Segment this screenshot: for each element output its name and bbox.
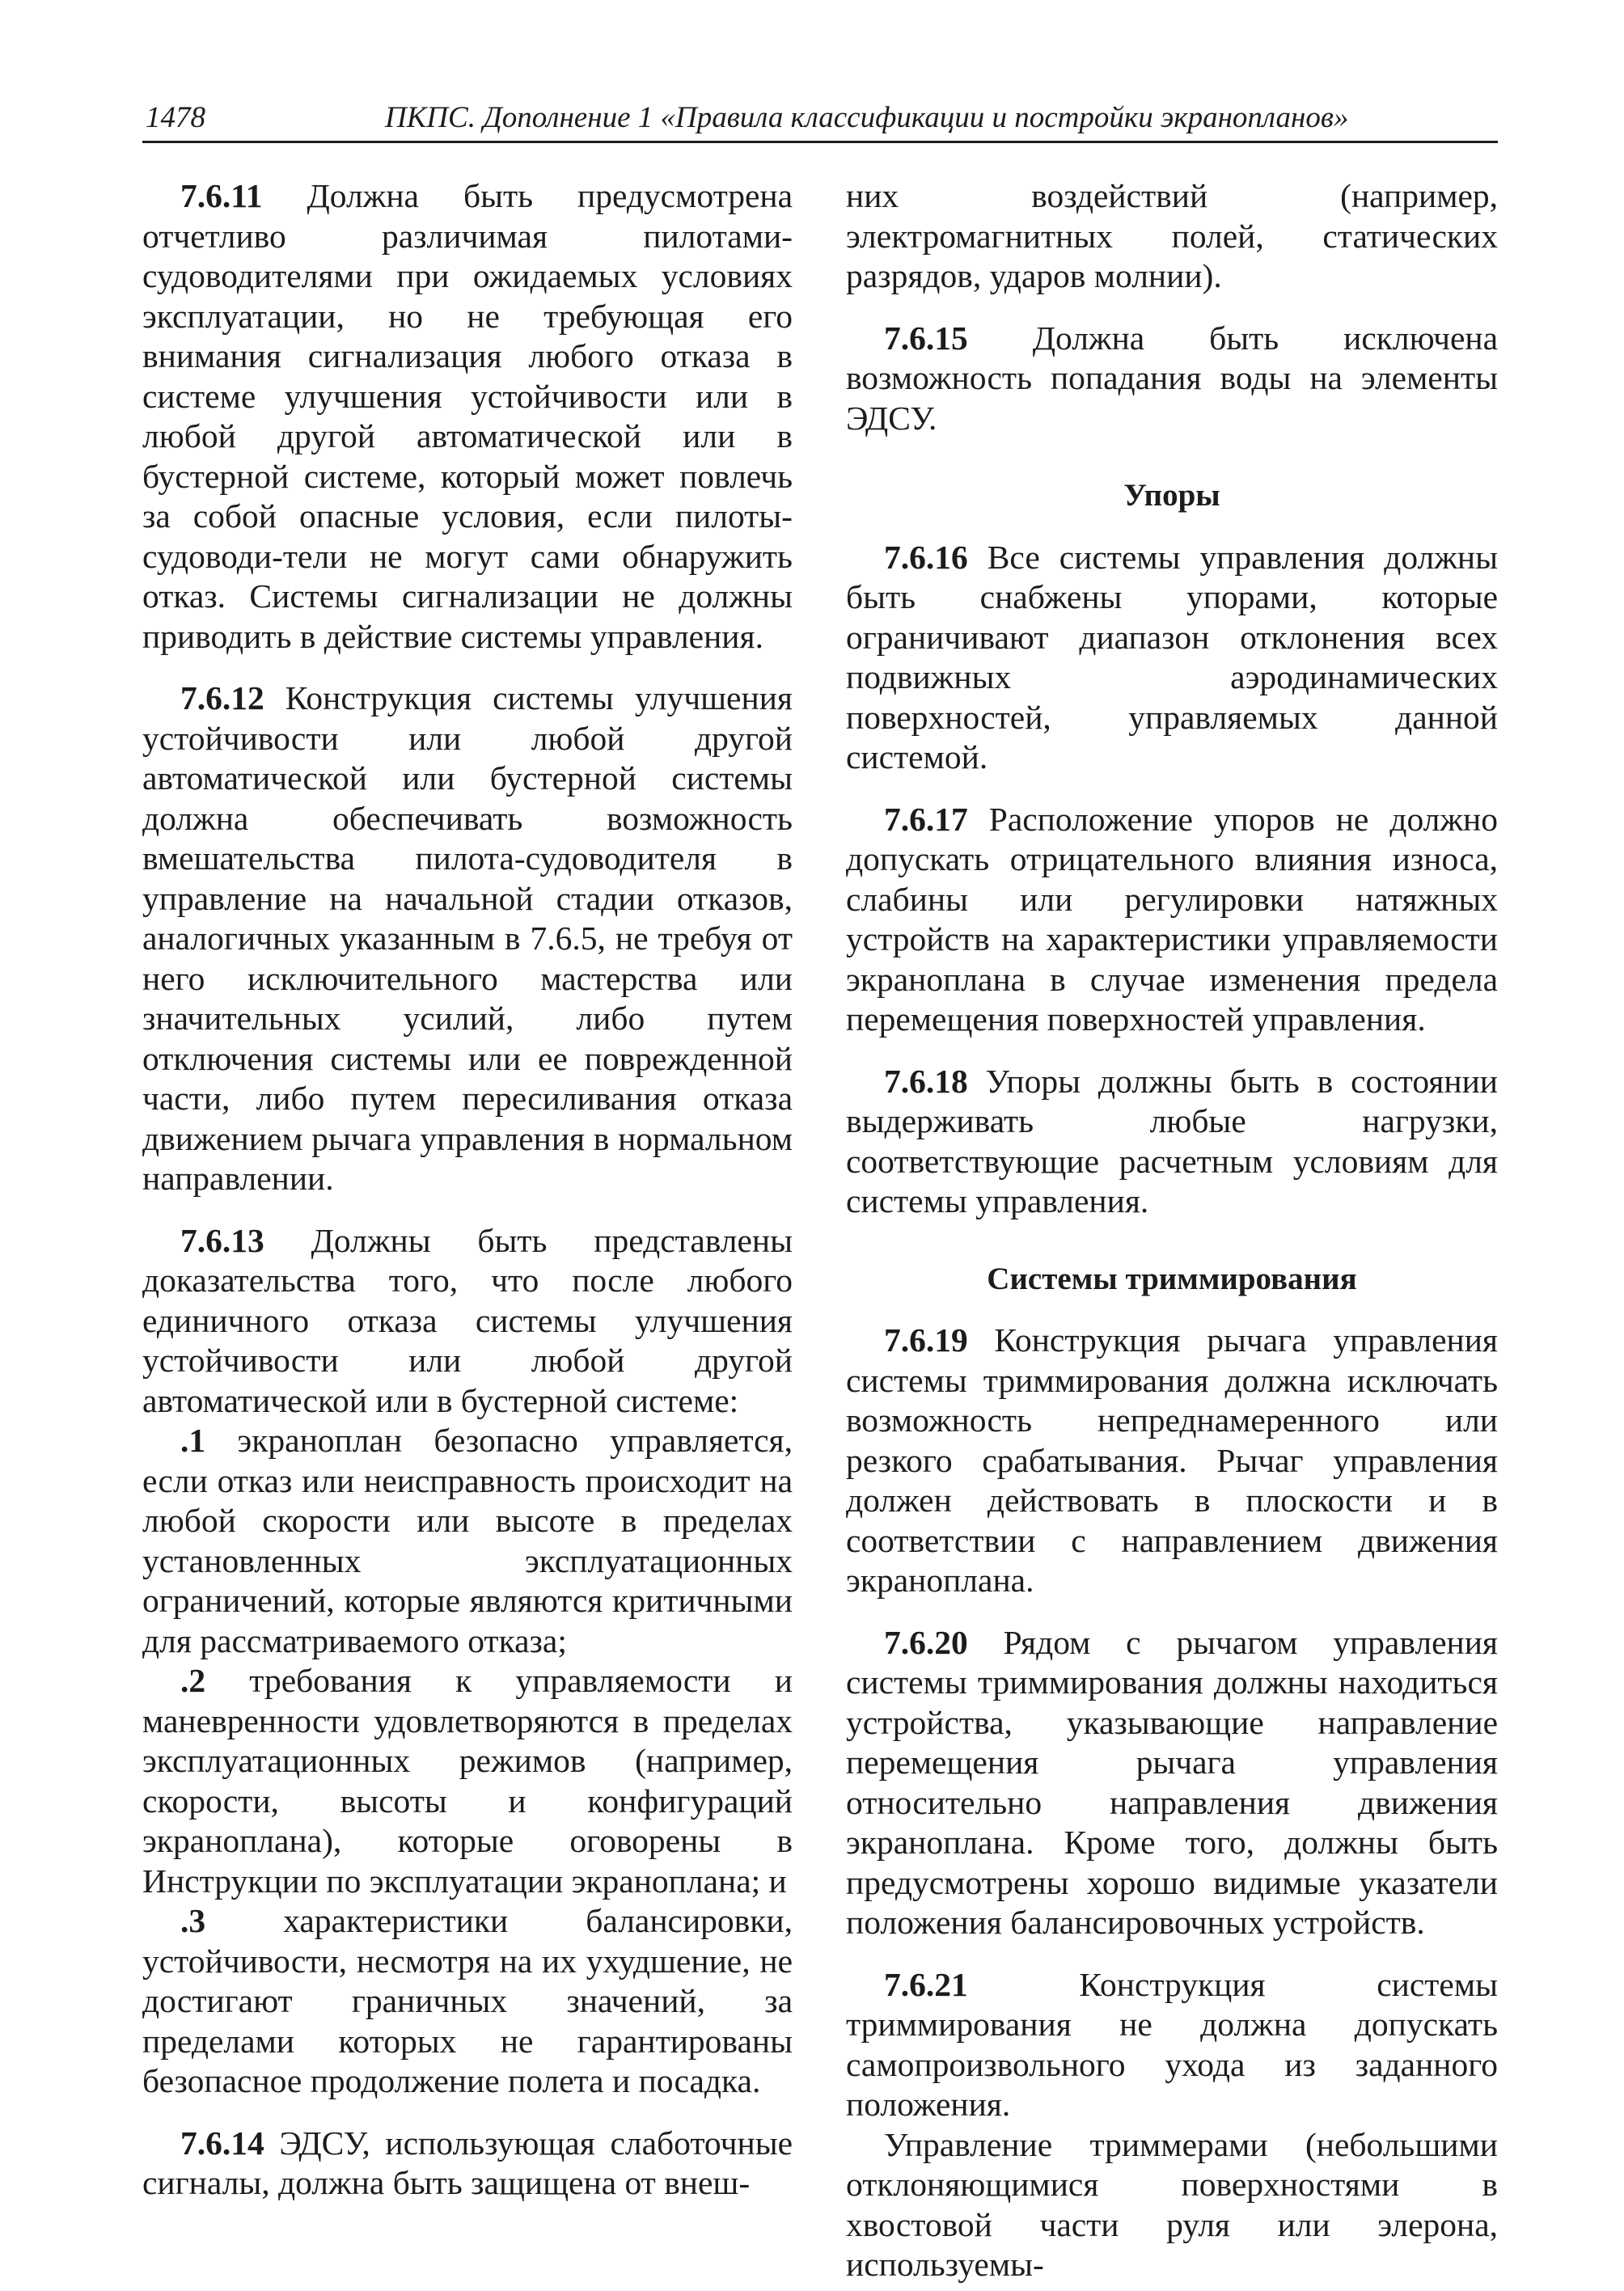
clause-number: 7.6.19 <box>884 1321 968 1359</box>
clause-text: Расположение упоров не должно допускать отрицательного влияния износа, слабины или регулировки натяжных устройств на характеристики управляемости экраноплана в случае изменения предела перемещения поверхностей управления. <box>846 800 1499 1038</box>
clause-number: 7.6.12 <box>180 679 264 716</box>
paragraph-continuation: них воздействий (например, электромагнитных полей, статических разрядов, ударов молнии). <box>846 177 1498 294</box>
clause-number: 7.6.13 <box>180 1221 264 1259</box>
paragraph-7-6-14 <box>142 2124 793 2204</box>
paragraph-trimmers: Управление триммерами (небольшими отклоняющимися поверхностями в хвостовой части руля или элерона, используемы- <box>846 2125 1498 2283</box>
clause-number: 7.6.11 <box>180 177 263 214</box>
page-header <box>142 95 1498 143</box>
paragraph-7-6-21 <box>846 1965 1498 2125</box>
right-column <box>846 176 1498 2285</box>
paragraph-7-6-17 <box>846 800 1498 1040</box>
list-item-3 <box>142 1901 793 2102</box>
paragraph-7-6-19 <box>846 1321 1498 1601</box>
clause-text: Рядом с рычагом управления системы триммирования должны находиться устройства, указывающие направление перемещения рычага управления относительно направления движения экраноплана. Кроме того, должны быть предусмотрены хорошо видимые указатели положения балансировочных устройств. <box>846 1623 1499 1941</box>
clause-number: 7.6.15 <box>884 319 968 357</box>
running-title: ПКПС. Дополнение 1 «Правила классификации и постройки экранопланов» <box>385 101 1349 134</box>
paragraph-7-6-18 <box>846 1062 1498 1222</box>
page-number: 1478 <box>146 101 205 134</box>
clause-number: 7.6.20 <box>884 1623 968 1661</box>
clause-number: 7.6.17 <box>884 800 968 838</box>
section-heading-stops: Упоры <box>1123 478 1220 513</box>
list-marker: .1 <box>180 1422 206 1459</box>
paragraph-7-6-11 <box>142 176 793 657</box>
clause-text: Должны быть представлены доказательства того, что после любого единичного отказа системы улучшения устойчивости или любой другой автоматической или в бустерной системе: <box>142 1221 793 1419</box>
paragraph-7-6-15 <box>846 319 1498 439</box>
list-item-2 <box>142 1661 793 1901</box>
list-text: требования к управляемости и маневренности удовлетворяются в пределах эксплуатационных режимов (например, скорости, высоты и конфигураций экраноплана), которые оговорены в Инструкции по эксплуатации экраноплана; и <box>142 1662 793 1900</box>
clause-text: Конструкция системы улучшения устойчивости или любой другой автоматической или бустерной системы должна обеспечивать возможность вмешательства пилота-судоводителя в управление на начальной стадии отказов, аналогичных указанным в 7.6.5, не требуя от него исключительного мастерства или значительных усилий, либо путем отключения системы или ее поврежденной части, либо путем пересиливания отказа движением рычага управления в нормальном направлении. <box>142 679 793 1197</box>
clause-text: Упоры должны быть в состоянии выдерживать любые нагрузки, соответствующие расчетным условиям для системы управления. <box>846 1062 1498 1219</box>
list-text: экраноплан безопасно управляется, если отказ или неисправность происходит на любой скорости или высоте в пределах установленных эксплуатационных ограничений, которые являются критичными для рассматриваемого отказа; <box>142 1422 793 1659</box>
paragraph-7-6-13 <box>142 1221 793 1422</box>
list-marker: .3 <box>180 1902 206 1939</box>
clause-text: Все системы управления должны быть снабжены упорами, которые ограничивают диапазон отклонения всех подвижных аэродинамических поверхностей, управляемых данной системой. <box>846 538 1498 776</box>
paragraph-7-6-12 <box>142 678 793 1199</box>
clause-text: ЭДСУ, использующая слаботочные сигналы, должна быть защищена от внеш- <box>142 2124 793 2201</box>
clause-number: 7.6.18 <box>884 1062 968 1100</box>
section-heading-trim: Системы триммирования <box>987 1261 1357 1296</box>
left-column <box>142 176 793 2204</box>
clause-number: 7.6.21 <box>884 1965 968 2003</box>
list-marker: .2 <box>180 1662 206 1699</box>
clause-text: Должна быть предусмотрена отчетливо различимая пилотами-судоводителями при ожидаемых условиях эксплуатации, но не требующая его внимания сигнализация любого отказа в системе улучшения устойчивости или в любой другой автоматической или в бустерной системе, который может повлечь за собой опасные условия, если пилоты-судоводи-тели не могут сами обнаружить отказ. Системы сигнализации не должны приводить в действие системы управления. <box>142 177 793 655</box>
paragraph-7-6-16 <box>846 538 1498 778</box>
clause-text: Конструкция системы триммирования не должна допускать самопроизвольного ухода из заданного положения. <box>846 1965 1498 2123</box>
paragraph-7-6-20 <box>846 1623 1498 1943</box>
clause-number: 7.6.14 <box>180 2124 264 2162</box>
list-item-1 <box>142 1421 793 1661</box>
list-text: характеристики балансировки, устойчивости, несмотря на их ухудшение, не достигают граничных значений, за пределами которых не гарантированы безопасное продолжение полета и посадка. <box>142 1902 793 2099</box>
clause-text: Должна быть исключена возможность попадания воды на элементы ЭДСУ. <box>846 319 1498 437</box>
clause-text: Конструкция рычага управления системы триммирования должна исключать возможность непреднамеренного или резкого срабатывания. Рычаг управления должен действовать в плоскости и в соответствии с направлением движения экраноплана. <box>846 1321 1499 1599</box>
clause-number: 7.6.16 <box>884 538 968 576</box>
